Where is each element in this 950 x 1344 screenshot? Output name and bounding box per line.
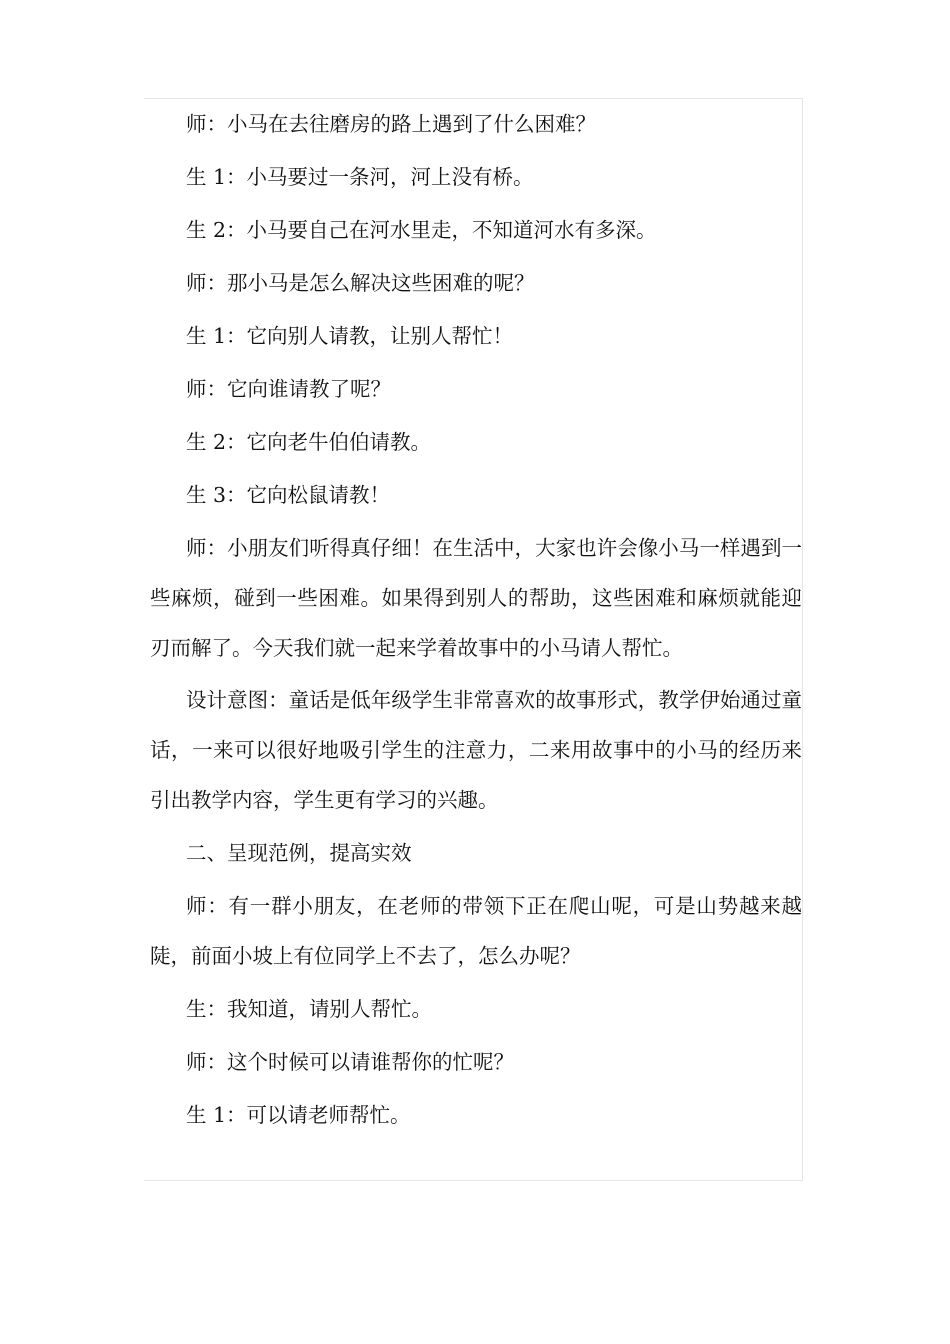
paragraph-8: 生 3：它向松鼠请教！	[186, 483, 391, 507]
paragraph-7: 生 2：它向老牛伯伯请教。	[186, 430, 432, 454]
paragraph-9: 师：小朋友们听得真仔细！在生活中，大家也许会像小马一样遇到一些麻烦，碰到一些困难。如果得到别人的帮助，这些困难和麻烦就能迎刃而解了。今天我们就一起来学着故事中的小马请人帮忙。	[150, 536, 802, 660]
paragraph-14: 师：这个时候可以请谁帮你的忙呢？	[186, 1050, 514, 1074]
paragraph-15: 生 1：可以请老师帮忙。	[186, 1103, 411, 1127]
section-heading: 二、呈现范例，提高实效	[186, 841, 412, 865]
paragraph-6: 师：它向谁请教了呢？	[186, 377, 391, 401]
paragraph-13: 生：我知道，请别人帮忙。	[186, 997, 432, 1021]
paragraph-1: 师：小马在去往磨房的路上遇到了什么困难？	[186, 112, 596, 136]
paragraph-4: 师：那小马是怎么解决这些困难的呢？	[186, 271, 535, 295]
paragraph-3: 生 2：小马要自己在河水里走，不知道河水有多深。	[186, 218, 657, 242]
paragraph-2: 生 1：小马要过一条河，河上没有桥。	[186, 165, 534, 189]
paragraph-12: 师：有一群小朋友，在老师的带领下正在爬山呢，可是山势越来越陡，前面小坡上有位同学上不去了，怎么办呢？	[150, 894, 802, 968]
document-body	[150, 98, 802, 1142]
paragraph-5: 生 1：它向别人请教，让别人帮忙！	[186, 324, 514, 348]
paragraph-10: 设计意图：童话是低年级学生非常喜欢的故事形式，教学伊始通过童话，一来可以很好地吸引学生的注意力，二来用故事中的小马的经历来引出教学内容，学生更有学习的兴趣。	[150, 688, 802, 812]
